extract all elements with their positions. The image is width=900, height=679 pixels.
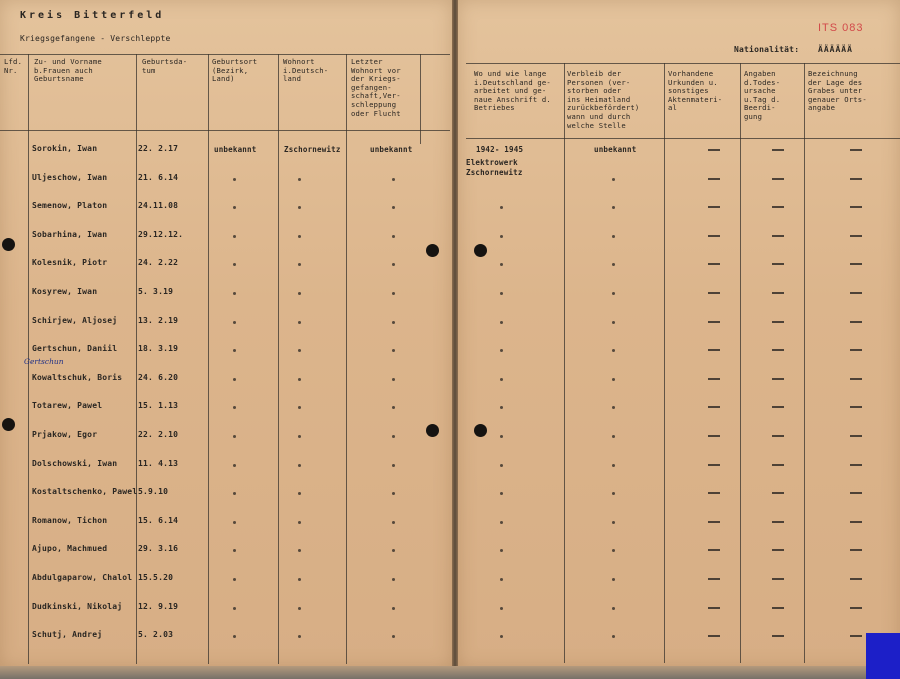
- person-birthdate: 18. 3.19: [138, 344, 179, 353]
- dash-mark: [708, 378, 720, 380]
- ditto-mark: [612, 435, 615, 438]
- person-birthdate: 24. 2.22: [138, 258, 179, 267]
- column-header-last-residence: Letzter Wohnort vor der Kriegs- gefangen- schaft,Ver- schleppung oder Flucht: [351, 57, 401, 118]
- person-name: Sobarhina, Iwan: [32, 230, 108, 239]
- ditto-mark: [233, 406, 236, 409]
- punch-hole: [426, 424, 439, 437]
- dash-mark: [772, 492, 784, 494]
- dash-mark: [708, 549, 720, 551]
- dash-mark: [850, 321, 862, 323]
- its-stamp: ITS 083: [818, 22, 864, 34]
- ditto-mark: [392, 349, 395, 352]
- first-row-whereabouts: unbekannt: [594, 145, 637, 154]
- ditto-mark: [392, 292, 395, 295]
- dash-mark: [850, 492, 862, 494]
- person-birthdate: 5.9.10: [138, 487, 169, 496]
- ditto-mark: [612, 492, 615, 495]
- column-header-grave: Bezeichnung der Lage des Grabes unter genauer Orts- angabe: [808, 69, 867, 113]
- ditto-mark: [298, 235, 301, 238]
- dash-mark: [850, 263, 862, 265]
- ditto-mark: [233, 206, 236, 209]
- column-header-name: Zu- und Vorname b.Frauen auch Geburtsname: [34, 57, 102, 84]
- ditto-mark: [298, 607, 301, 610]
- ditto-mark: [500, 578, 503, 581]
- dash-mark: [772, 435, 784, 437]
- dash-mark: [772, 235, 784, 237]
- ditto-mark: [612, 464, 615, 467]
- scan-bottom-edge: [0, 666, 900, 679]
- person-birthdate: 29. 3.16: [138, 544, 179, 553]
- ditto-mark: [500, 435, 503, 438]
- dash-mark: [850, 635, 862, 637]
- column-header-documents: Vorhandene Urkunden u. sonstiges Aktenmateri- al: [668, 69, 723, 113]
- person-name: Semenow, Platon: [32, 201, 108, 210]
- first-row-residence: Zschornewitz: [284, 145, 341, 154]
- ditto-mark: [500, 378, 503, 381]
- ditto-mark: [500, 263, 503, 266]
- person-birthdate: 24. 6.20: [138, 373, 179, 382]
- ditto-mark: [298, 178, 301, 181]
- dash-mark: [772, 549, 784, 551]
- dash-mark: [772, 349, 784, 351]
- ditto-mark: [233, 635, 236, 638]
- column-header-birthdate: Geburtsda- tum: [142, 57, 188, 75]
- first-row-birthplace: unbekannt: [214, 145, 257, 154]
- dash-mark: [708, 349, 720, 351]
- column-header-number: Lfd. Nr.: [4, 57, 23, 75]
- ditto-mark: [298, 378, 301, 381]
- ditto-mark: [233, 435, 236, 438]
- person-birthdate: 15. 6.14: [138, 516, 179, 525]
- person-name: Dudkinski, Nikolaj: [32, 602, 123, 611]
- dash-mark: [772, 464, 784, 466]
- ditto-mark: [392, 635, 395, 638]
- dash-mark: [772, 521, 784, 523]
- ditto-mark: [612, 607, 615, 610]
- person-name: Prjakow, Egor: [32, 430, 98, 439]
- dash-mark: [708, 292, 720, 294]
- person-birthdate: 13. 2.19: [138, 316, 179, 325]
- person-name: Romanow, Tichon: [32, 516, 108, 525]
- dash-mark: [850, 292, 862, 294]
- person-birthdate: 29.12.12.: [138, 230, 184, 239]
- ditto-mark: [500, 635, 503, 638]
- ditto-mark: [392, 435, 395, 438]
- column-rule: [564, 63, 565, 663]
- ditto-mark: [500, 321, 503, 324]
- dash-mark: [708, 635, 720, 637]
- dash-mark: [772, 206, 784, 208]
- dash-mark: [850, 464, 862, 466]
- dash-mark: [708, 492, 720, 494]
- dash-mark: [850, 149, 862, 151]
- first-row-workplace: Elektrowerk Zschornewitz: [466, 158, 523, 177]
- header-rule-top-right: [466, 63, 900, 64]
- column-rule: [208, 54, 209, 664]
- dash-mark: [772, 292, 784, 294]
- ditto-mark: [298, 521, 301, 524]
- dash-mark: [708, 521, 720, 523]
- ditto-mark: [233, 378, 236, 381]
- ditto-mark: [392, 521, 395, 524]
- dash-mark: [850, 549, 862, 551]
- person-name: Kowaltschuk, Boris: [32, 373, 123, 382]
- header-rule-top-left: [0, 54, 450, 55]
- ditto-mark: [500, 206, 503, 209]
- ditto-mark: [298, 549, 301, 552]
- ditto-mark: [298, 263, 301, 266]
- ditto-mark: [233, 263, 236, 266]
- dash-mark: [772, 178, 784, 180]
- ditto-mark: [500, 521, 503, 524]
- ditto-mark: [298, 349, 301, 352]
- person-birthdate: 22. 2.10: [138, 430, 179, 439]
- column-header-work: Wo und wie lange i.Deutschland ge- arbeitet und ge- naue Anschrift d. Betriebes: [474, 69, 551, 113]
- ditto-mark: [392, 406, 395, 409]
- ditto-mark: [612, 549, 615, 552]
- person-birthdate: 11. 4.13: [138, 459, 179, 468]
- dash-mark: [850, 178, 862, 180]
- ditto-mark: [392, 464, 395, 467]
- dash-mark: [850, 378, 862, 380]
- column-rule: [664, 63, 665, 663]
- dash-mark: [708, 206, 720, 208]
- first-row-last-residence: unbekannt: [370, 145, 413, 154]
- ditto-mark: [612, 178, 615, 181]
- ditto-mark: [500, 349, 503, 352]
- dash-mark: [708, 578, 720, 580]
- dash-mark: [850, 235, 862, 237]
- ditto-mark: [298, 292, 301, 295]
- person-birthdate: 15.5.20: [138, 573, 174, 582]
- ditto-mark: [298, 321, 301, 324]
- ditto-mark: [612, 206, 615, 209]
- ditto-mark: [233, 464, 236, 467]
- dash-mark: [772, 607, 784, 609]
- ditto-mark: [392, 178, 395, 181]
- dash-mark: [850, 349, 862, 351]
- ditto-mark: [500, 292, 503, 295]
- dash-mark: [850, 521, 862, 523]
- ditto-mark: [392, 578, 395, 581]
- ditto-mark: [233, 492, 236, 495]
- ditto-mark: [298, 578, 301, 581]
- person-name: Ajupo, Machmued: [32, 544, 108, 553]
- person-name: Kosyrew, Iwan: [32, 287, 98, 296]
- ditto-mark: [500, 607, 503, 610]
- ditto-mark: [233, 321, 236, 324]
- punch-hole: [474, 424, 487, 437]
- ditto-mark: [392, 492, 395, 495]
- person-name: Sorokin, Iwan: [32, 144, 98, 153]
- dash-mark: [772, 406, 784, 408]
- ditto-mark: [233, 549, 236, 552]
- blue-scan-marker: [866, 633, 900, 679]
- ditto-mark: [612, 406, 615, 409]
- ditto-mark: [612, 349, 615, 352]
- ditto-mark: [392, 321, 395, 324]
- dash-mark: [708, 464, 720, 466]
- ditto-mark: [612, 521, 615, 524]
- ditto-mark: [233, 349, 236, 352]
- dash-mark: [772, 578, 784, 580]
- ditto-mark: [612, 263, 615, 266]
- ditto-mark: [612, 378, 615, 381]
- header-rule-bottom-left: [0, 130, 450, 131]
- person-name: Schutj, Andrej: [32, 630, 103, 639]
- person-birthdate: 21. 6.14: [138, 173, 179, 182]
- punch-hole: [474, 244, 487, 257]
- person-birthdate: 15. 1.13: [138, 401, 179, 410]
- dash-mark: [708, 235, 720, 237]
- column-header-residence: Wohnort i.Deutsch- land: [283, 57, 329, 84]
- ditto-mark: [298, 435, 301, 438]
- ditto-mark: [298, 406, 301, 409]
- handwritten-note: Gertschun: [24, 357, 64, 366]
- ditto-mark: [612, 292, 615, 295]
- column-header-birthplace: Geburtsort (Bezirk, Land): [212, 57, 258, 84]
- person-birthdate: 5. 3.19: [138, 287, 174, 296]
- person-birthdate: 5. 2.03: [138, 630, 174, 639]
- person-birthdate: 22. 2.17: [138, 144, 179, 153]
- ditto-mark: [392, 549, 395, 552]
- ditto-mark: [500, 492, 503, 495]
- ditto-mark: [233, 178, 236, 181]
- column-rule: [346, 54, 347, 664]
- ditto-mark: [298, 464, 301, 467]
- dash-mark: [772, 378, 784, 380]
- nationality-label: Nationalität:: [734, 45, 800, 54]
- dash-mark: [708, 321, 720, 323]
- column-rule: [740, 63, 741, 663]
- dash-mark: [850, 206, 862, 208]
- ditto-mark: [392, 206, 395, 209]
- ditto-mark: [233, 578, 236, 581]
- person-name: Dolschowski, Iwan: [32, 459, 118, 468]
- dash-mark: [708, 178, 720, 180]
- column-rule: [804, 63, 805, 663]
- dash-mark: [772, 635, 784, 637]
- nationality-value: ÄÄÄÄÄÄ: [818, 45, 853, 54]
- punch-hole: [2, 418, 15, 431]
- ditto-mark: [500, 406, 503, 409]
- dash-mark: [708, 607, 720, 609]
- dash-mark: [772, 263, 784, 265]
- dash-mark: [850, 578, 862, 580]
- ditto-mark: [392, 378, 395, 381]
- punch-hole: [426, 244, 439, 257]
- ditto-mark: [233, 521, 236, 524]
- person-birthdate: 12. 9.19: [138, 602, 179, 611]
- person-name: Uljeschow, Iwan: [32, 173, 108, 182]
- punch-hole: [2, 238, 15, 251]
- first-row-work-period: 1942- 1945: [476, 145, 524, 154]
- person-name: Totarew, Pawel: [32, 401, 103, 410]
- ditto-mark: [612, 578, 615, 581]
- ditto-mark: [392, 235, 395, 238]
- ditto-mark: [500, 235, 503, 238]
- ditto-mark: [298, 635, 301, 638]
- dash-mark: [708, 263, 720, 265]
- dash-mark: [708, 435, 720, 437]
- dash-mark: [850, 435, 862, 437]
- ditto-mark: [392, 607, 395, 610]
- person-name: Abdulgaparow, Chalol: [32, 573, 133, 582]
- ditto-mark: [392, 263, 395, 266]
- ditto-mark: [612, 321, 615, 324]
- person-birthdate: 24.11.08: [138, 201, 179, 210]
- ditto-mark: [500, 549, 503, 552]
- column-header-cause-of-death: Angaben d.Todes- ursache u.Tag d. Beerdi- gung: [744, 69, 781, 121]
- category-label: Kriegsgefangene - Verschleppte: [20, 34, 171, 43]
- column-rule: [278, 54, 279, 664]
- ditto-mark: [233, 292, 236, 295]
- dash-mark: [708, 406, 720, 408]
- ditto-mark: [500, 464, 503, 467]
- column-header-whereabouts: Verbleib der Personen (ver- storben oder ins Heimatland zurückbefördert) wann und durch welche Stelle: [567, 69, 640, 130]
- column-rule: [420, 54, 421, 144]
- district-title: Kreis Bitterfeld: [20, 10, 165, 21]
- ditto-mark: [612, 635, 615, 638]
- person-name: Gertschun, Daniil: [32, 344, 118, 353]
- header-rule-bottom-right: [466, 138, 900, 139]
- person-name: Schirjew, Aljosej: [32, 316, 118, 325]
- ditto-mark: [233, 607, 236, 610]
- ditto-mark: [233, 235, 236, 238]
- ditto-mark: [612, 235, 615, 238]
- dash-mark: [850, 607, 862, 609]
- dash-mark: [772, 149, 784, 151]
- dash-mark: [850, 406, 862, 408]
- person-name: Kostaltschenko, Pawel: [32, 487, 138, 496]
- column-rule: [136, 54, 137, 664]
- ditto-mark: [298, 492, 301, 495]
- dash-mark: [708, 149, 720, 151]
- dash-mark: [772, 321, 784, 323]
- ditto-mark: [298, 206, 301, 209]
- person-name: Kolesnik, Piotr: [32, 258, 108, 267]
